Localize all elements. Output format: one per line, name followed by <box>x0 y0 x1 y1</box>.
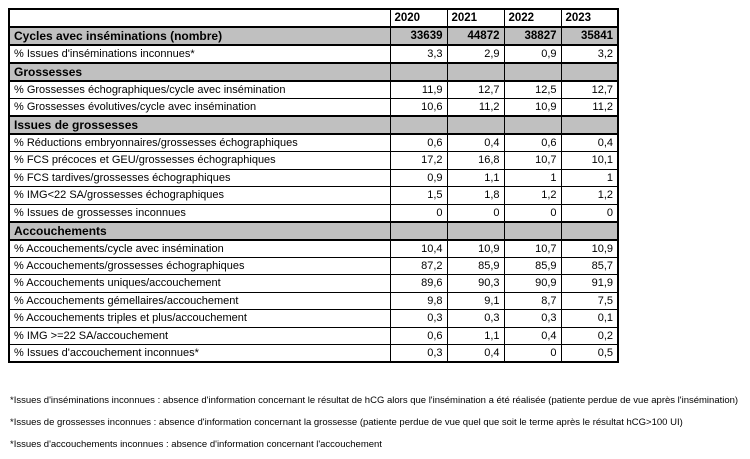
footnote-grossesses-inconnues: *Issues de grossesses inconnues : absence d'information concernant la grossesse (patiente perdue de vue quel que soit le terme après le résultat hCG>100 UI) <box>10 417 683 428</box>
row-value: 85,9 <box>447 257 504 275</box>
row-label: % Issues d'accouchement inconnues* <box>9 345 390 363</box>
table-row <box>9 240 618 258</box>
row-value: 11,2 <box>561 99 618 117</box>
row-value <box>390 63 447 81</box>
table-row <box>9 187 618 205</box>
row-value <box>390 116 447 134</box>
row-value: 0,4 <box>561 134 618 152</box>
row-value: 12,7 <box>561 81 618 99</box>
row-value: 3,3 <box>390 45 447 63</box>
row-value: 90,9 <box>504 275 561 293</box>
row-value <box>447 116 504 134</box>
footnote-inseminations-inconnues: *Issues d'inséminations inconnues : absence d'information concernant le résultat de hCG alors que l'insémination a été réalisée (patiente perdue de vue après l'insémination) <box>10 395 739 406</box>
row-value: 10,9 <box>447 240 504 258</box>
row-value: 10,7 <box>504 152 561 170</box>
row-value: 10,6 <box>390 99 447 117</box>
row-value: 0,4 <box>447 134 504 152</box>
section-row <box>9 63 618 81</box>
table-row <box>9 169 618 187</box>
row-value: 10,4 <box>390 240 447 258</box>
row-value: 0,4 <box>504 327 561 345</box>
row-value: 0,1 <box>561 310 618 328</box>
row-value: 10,7 <box>504 240 561 258</box>
row-value: 10,1 <box>561 152 618 170</box>
table-row <box>9 292 618 310</box>
row-value <box>504 116 561 134</box>
row-value: 17,2 <box>390 152 447 170</box>
row-value <box>561 222 618 240</box>
row-label: % Accouchements gémellaires/accouchement <box>9 292 390 310</box>
row-value: 7,5 <box>561 292 618 310</box>
row-value <box>447 222 504 240</box>
row-value: 10,9 <box>504 99 561 117</box>
table-row <box>9 275 618 293</box>
row-value: 35841 <box>561 27 618 45</box>
row-value: 12,5 <box>504 81 561 99</box>
row-value: 11,9 <box>390 81 447 99</box>
row-value: 91,9 <box>561 275 618 293</box>
row-value: 11,2 <box>447 99 504 117</box>
row-value: 0,3 <box>504 310 561 328</box>
row-value: 38827 <box>504 27 561 45</box>
row-value: 87,2 <box>390 257 447 275</box>
row-value: 90,3 <box>447 275 504 293</box>
results-table-body <box>9 27 618 362</box>
section-row <box>9 222 618 240</box>
row-value: 9,1 <box>447 292 504 310</box>
row-value: 0 <box>390 204 447 222</box>
row-label: % Grossesses évolutives/cycle avec insémination <box>9 99 390 117</box>
row-value: 16,8 <box>447 152 504 170</box>
table-row <box>9 204 618 222</box>
row-label: % Grossesses échographiques/cycle avec insémination <box>9 81 390 99</box>
row-value: 1,2 <box>561 187 618 205</box>
table-row <box>9 45 618 63</box>
row-value: 0,5 <box>561 345 618 363</box>
row-value: 0,3 <box>390 345 447 363</box>
row-value: 1,5 <box>390 187 447 205</box>
row-value: 10,9 <box>561 240 618 258</box>
row-value: 0 <box>504 204 561 222</box>
row-value: 0 <box>561 204 618 222</box>
row-value: 85,9 <box>504 257 561 275</box>
table-row <box>9 134 618 152</box>
row-label: % Issues d'inséminations inconnues* <box>9 45 390 63</box>
table-row <box>9 99 618 117</box>
row-label: % Issues de grossesses inconnues <box>9 204 390 222</box>
row-value: 2,9 <box>447 45 504 63</box>
row-value: 1,1 <box>447 169 504 187</box>
table-row <box>9 152 618 170</box>
table-row <box>9 327 618 345</box>
row-value: 0,3 <box>447 310 504 328</box>
row-label: % Accouchements/grossesses échographiques <box>9 257 390 275</box>
year-header: 2020 <box>390 9 447 27</box>
footnote-accouchements-inconnues: *Issues d'accouchements inconnues : absence d'information concernant l'accouchement <box>10 439 382 450</box>
row-value: 0,4 <box>447 345 504 363</box>
row-value <box>504 63 561 81</box>
row-value: 0,6 <box>504 134 561 152</box>
row-label: % Accouchements/cycle avec insémination <box>9 240 390 258</box>
row-value: 89,6 <box>390 275 447 293</box>
row-value: 85,7 <box>561 257 618 275</box>
row-value: 1,2 <box>504 187 561 205</box>
row-value: 0,6 <box>390 327 447 345</box>
row-label: % FCS tardives/grossesses échographiques <box>9 169 390 187</box>
table-row <box>9 345 618 363</box>
table-row <box>9 81 618 99</box>
row-value: 0,9 <box>504 45 561 63</box>
row-value: 0 <box>447 204 504 222</box>
row-value: 1,8 <box>447 187 504 205</box>
row-value: 44872 <box>447 27 504 45</box>
row-value: 33639 <box>390 27 447 45</box>
row-label: % FCS précoces et GEU/grossesses échographiques <box>9 152 390 170</box>
row-value: 3,2 <box>561 45 618 63</box>
row-value <box>390 222 447 240</box>
row-value: 0,6 <box>390 134 447 152</box>
row-label: % IMG >=22 SA/accouchement <box>9 327 390 345</box>
row-label: % IMG<22 SA/grossesses échographiques <box>9 187 390 205</box>
row-value: 0,3 <box>390 310 447 328</box>
row-value <box>447 63 504 81</box>
row-label: % Accouchements uniques/accouchement <box>9 275 390 293</box>
year-header: 2023 <box>561 9 618 27</box>
row-value: 0,2 <box>561 327 618 345</box>
row-label: Issues de grossesses <box>9 116 390 134</box>
year-header: 2022 <box>504 9 561 27</box>
table-row <box>9 27 618 45</box>
row-value <box>561 116 618 134</box>
table-row <box>9 257 618 275</box>
table-row <box>9 310 618 328</box>
row-value: 1 <box>561 169 618 187</box>
row-value: 12,7 <box>447 81 504 99</box>
year-header: 2021 <box>447 9 504 27</box>
row-value: 1,1 <box>447 327 504 345</box>
section-row <box>9 116 618 134</box>
corner-cell <box>9 9 390 27</box>
row-value: 9,8 <box>390 292 447 310</box>
row-value: 8,7 <box>504 292 561 310</box>
row-value <box>561 63 618 81</box>
row-value: 1 <box>504 169 561 187</box>
row-label: Cycles avec inséminations (nombre) <box>9 27 390 45</box>
row-value: 0,9 <box>390 169 447 187</box>
row-value <box>504 222 561 240</box>
row-label: Grossesses <box>9 63 390 81</box>
row-label: % Réductions embryonnaires/grossesses échographiques <box>9 134 390 152</box>
year-header-row <box>9 9 618 27</box>
footnotes <box>10 390 738 456</box>
results-table <box>8 8 619 363</box>
row-value: 0 <box>504 345 561 363</box>
row-label: % Accouchements triples et plus/accouchement <box>9 310 390 328</box>
row-label: Accouchements <box>9 222 390 240</box>
